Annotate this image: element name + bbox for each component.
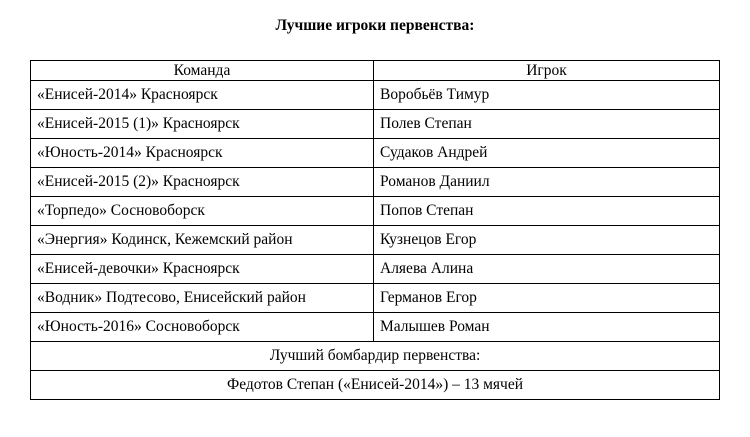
player-cell: Воробьёв Тимур <box>374 81 720 110</box>
team-cell: «Юность-2016» Сосновоборск <box>31 313 374 342</box>
table-row <box>31 226 720 255</box>
player-cell: Малышев Роман <box>374 313 720 342</box>
team-cell: «Енисей-2015 (2)» Красноярск <box>31 168 374 197</box>
team-cell: «Водник» Подтесово, Енисейский район <box>31 284 374 313</box>
top-scorer-row <box>31 371 720 400</box>
table-row <box>31 139 720 168</box>
document-title: Лучшие игроки первенства: <box>275 17 475 34</box>
table-row <box>31 110 720 139</box>
player-cell: Аляева Алина <box>374 255 720 284</box>
table-header-row <box>31 61 720 81</box>
player-cell: Германов Егор <box>374 284 720 313</box>
table-row <box>31 284 720 313</box>
player-cell: Полев Степан <box>374 110 720 139</box>
table-row <box>31 255 720 284</box>
team-cell: «Енисей-девочки» Красноярск <box>31 255 374 284</box>
team-cell: «Енисей-2015 (1)» Красноярск <box>31 110 374 139</box>
table-row <box>31 81 720 110</box>
top-scorer-heading-row <box>31 342 720 371</box>
table-row <box>31 313 720 342</box>
team-column-header: Команда <box>31 61 374 81</box>
player-cell: Кузнецов Егор <box>374 226 720 255</box>
table-row <box>31 197 720 226</box>
team-cell: «Юность-2014» Красноярск <box>31 139 374 168</box>
team-cell: «Енисей-2014» Красноярск <box>31 81 374 110</box>
top-scorer-value: Федотов Степан («Енисей-2014») – 13 мячей <box>31 371 720 400</box>
table-row <box>31 168 720 197</box>
team-cell: «Торпедо» Сосновоборск <box>31 197 374 226</box>
player-cell: Попов Степан <box>374 197 720 226</box>
player-column-header: Игрок <box>374 61 720 81</box>
best-players-table <box>30 60 720 400</box>
player-cell: Романов Даниил <box>374 168 720 197</box>
top-scorer-heading: Лучший бомбардир первенства: <box>31 342 720 371</box>
player-cell: Судаков Андрей <box>374 139 720 168</box>
team-cell: «Энергия» Кодинск, Кежемский район <box>31 226 374 255</box>
